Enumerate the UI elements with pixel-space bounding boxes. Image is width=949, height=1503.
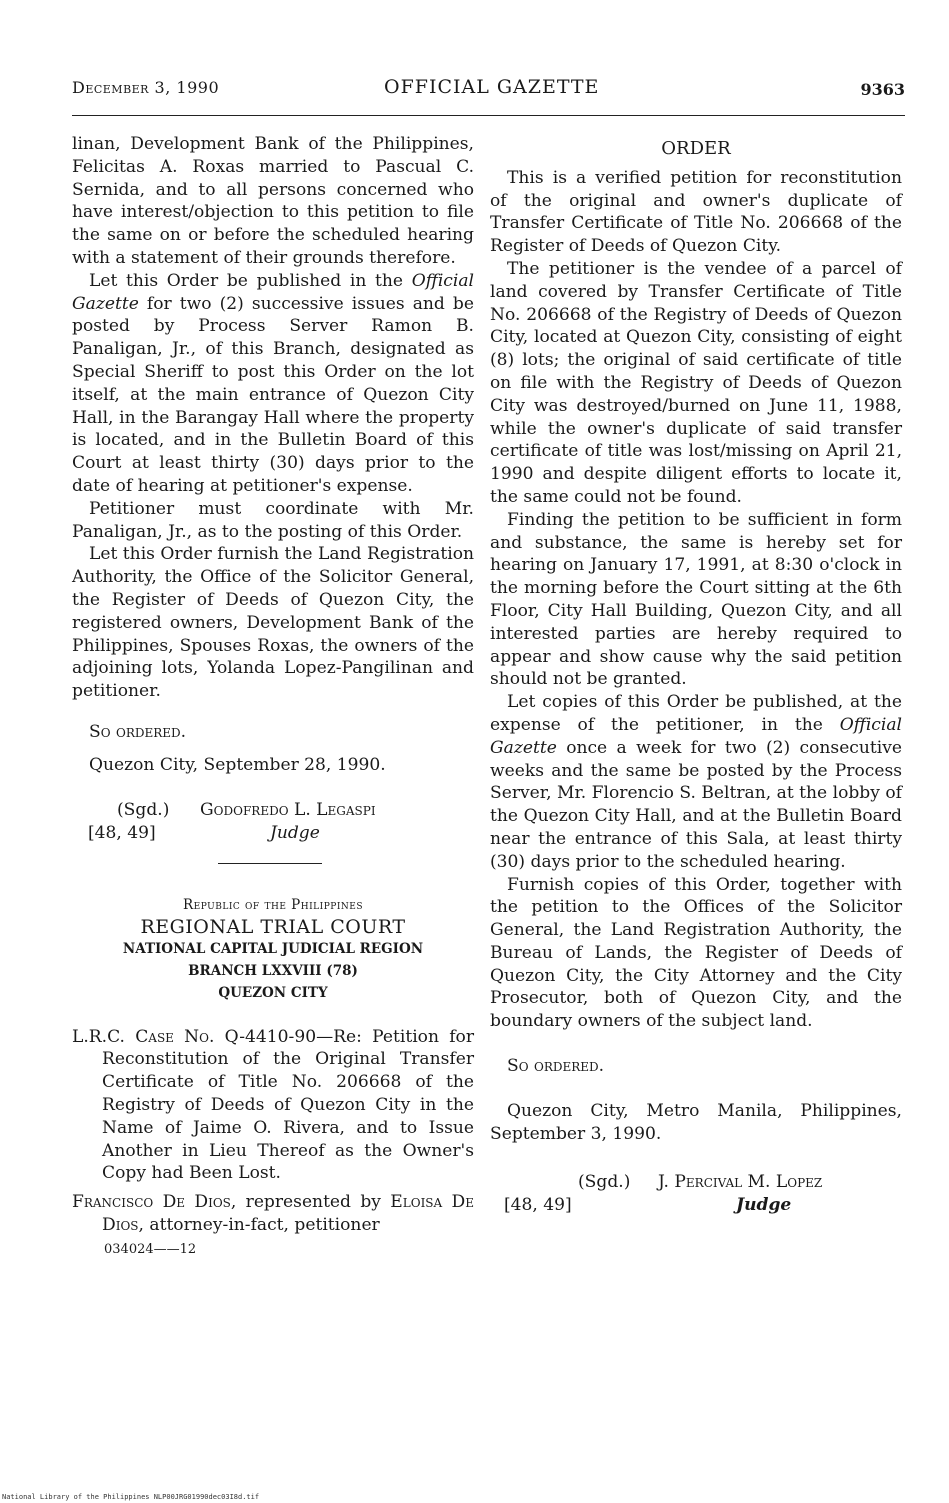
court-city: QUEZON CITY: [218, 984, 328, 1001]
judge-title: Judge: [736, 1195, 792, 1216]
left-paragraph-1: linan, Development Bank of the Philippines, Felicitas A. Roxas married to Pascual C. Sernida, and to all persons concerned who have interest/objection to this petition to file the same on or before the scheduled hearing with a statement of their grounds therefore.: [72, 134, 474, 268]
section-divider: [218, 863, 322, 864]
case-parties: Francisco De Dios, represented by Eloisa De Dios, attorney-in-fact, petitioner: [72, 1192, 474, 1235]
judge-name: J. Percival M. Lopez: [658, 1172, 823, 1193]
order-heading: ORDER: [661, 138, 731, 159]
so-ordered: So ordered.: [89, 721, 187, 742]
right-paragraph-1: This is a verified petition for reconstitution of the original and owner's duplicate of Transfer Certificate of Title No. 206668 of the Register of Deeds of Quezon City.: [490, 167, 902, 257]
right-paragraph-2: The petitioner is the vendee of a parcel of land covered by Transfer Certificate of Title No. 206668 of the Registry of Deeds of Quezon City, located at Quezon City, consisting of eight (8) lots; the original of said certificate of title on file with the Registry of Deeds of Quezon City was destroyed/burned on June 11, 1988, while the owner's duplicate of said transfer certificate of title was lost/missing on April 21, 1990 and despite diligent efforts to locate it, the same could not be found.: [490, 258, 902, 507]
left-column: [72, 133, 474, 1261]
so-ordered: So ordered.: [507, 1056, 605, 1077]
order-date: Quezon City, Metro Manila, Philippines, September 3, 1990.: [490, 1100, 902, 1144]
right-paragraph-3: Finding the petition to be sufficient in form and substance, the same is hereby set for hearing on January 17, 1991, at 8:30 o'clock in the morning before the Court sitting at the 6th Floor, City Hall Building, Quezon City, and all interested parties are hereby required to appear and show cause why the said petition should not be granted.: [490, 509, 902, 690]
right-column: [490, 138, 902, 1221]
left-paragraph-4: Let this Order furnish the Land Registration Authority, the Office of the Solicitor General, the Register of Deeds of Quezon City, the registered owners, Development Bank of the Philippines, Spouses Roxas, the owners of the adjoining lots, Yolanda Lopez-Pangilinan and petitioner.: [72, 544, 474, 702]
court-branch: BRANCH LXXVIII (78): [188, 962, 358, 979]
court-country: Republic of the Philippines: [183, 896, 363, 913]
right-paragraph-5: Furnish copies of this Order, together with the petition to the Offices of the Solicitor General, the Land Registration Authority, the Bureau of Lands, the Register of Deeds of Quezon City, the City Attorney and the City Prosecutor, both of Quezon City, and the boundary owners of the subject land.: [490, 874, 902, 1032]
left-paragraph-3: Petitioner must coordinate with Mr. Panaligan, Jr., as to the posting of this Order.: [72, 498, 474, 542]
signature-block: [490, 1171, 902, 1221]
left-paragraph-2: Let this Order be published in the Official Gazette for two (2) successive issues and be posted by Process Server Ramon B. Panaligan, Jr., of this Branch, designated as Special Sheriff to post this Order on the lot itself, at the main entrance of Quezon City Hall, in the Barangay Hall where the property is located, and in the Bulletin Board of this Court at least thirty (30) days prior to the date of hearing at petitioner's expense.: [72, 270, 474, 496]
page-header: [72, 78, 905, 104]
sgd-label: (Sgd.): [117, 799, 170, 820]
case-title: L.R.C. Case No. Q-4410-90—Re: Petition for Reconstitution of the Original Transfer Certificate of Title No. 206668 of the Registry of Deeds of Quezon City in the Name of Jaime O. Rivera, and to Issue Another in Lieu Thereof as the Owner's Copy had Been Lost.: [72, 1026, 474, 1184]
print-code: 034024——12: [104, 1241, 197, 1257]
judge-name: Godofredo L. Legaspi: [200, 799, 376, 820]
case-caption: [72, 1026, 474, 1262]
publication-title: OFFICIAL GAZETTE: [384, 76, 600, 98]
issue-date: December 3, 1990: [72, 78, 220, 97]
court-name: REGIONAL TRIAL COURT: [140, 915, 406, 938]
scan-footer: National Library of the Philippines NLP00JRG01990dec03I8d.tif: [2, 1493, 260, 1501]
header-rule: [72, 115, 905, 116]
gazette-ref: [48, 49]: [88, 822, 156, 843]
gazette-ref: [48, 49]: [504, 1195, 572, 1216]
right-paragraph-4: Let copies of this Order be published, at the expense of the petitioner, in the Official Gazette once a week for two (2) consecutive weeks and the same be posted by the Process Server, Mr. Florencio S. Beltran, at the lobby of the Quezon City Hall, and at the Bulletin Board near the entrance of this Sala, at least thirty (30) days prior to the scheduled hearing.: [490, 692, 902, 872]
gazette-italic: Official Gazette: [72, 270, 474, 314]
case-label: L.R.C. Case No.: [72, 1026, 215, 1047]
page-number: 9363: [860, 80, 905, 99]
sgd-label: (Sgd.): [578, 1172, 631, 1193]
court-region: NATIONAL CAPITAL JUDICIAL REGION: [122, 940, 424, 957]
order-date: Quezon City, September 28, 1990.: [89, 754, 386, 775]
gazette-italic: Official Gazette: [490, 714, 902, 758]
judge-title: Judge: [270, 822, 320, 843]
court-heading: [72, 894, 474, 1004]
signature-block: [72, 799, 474, 849]
